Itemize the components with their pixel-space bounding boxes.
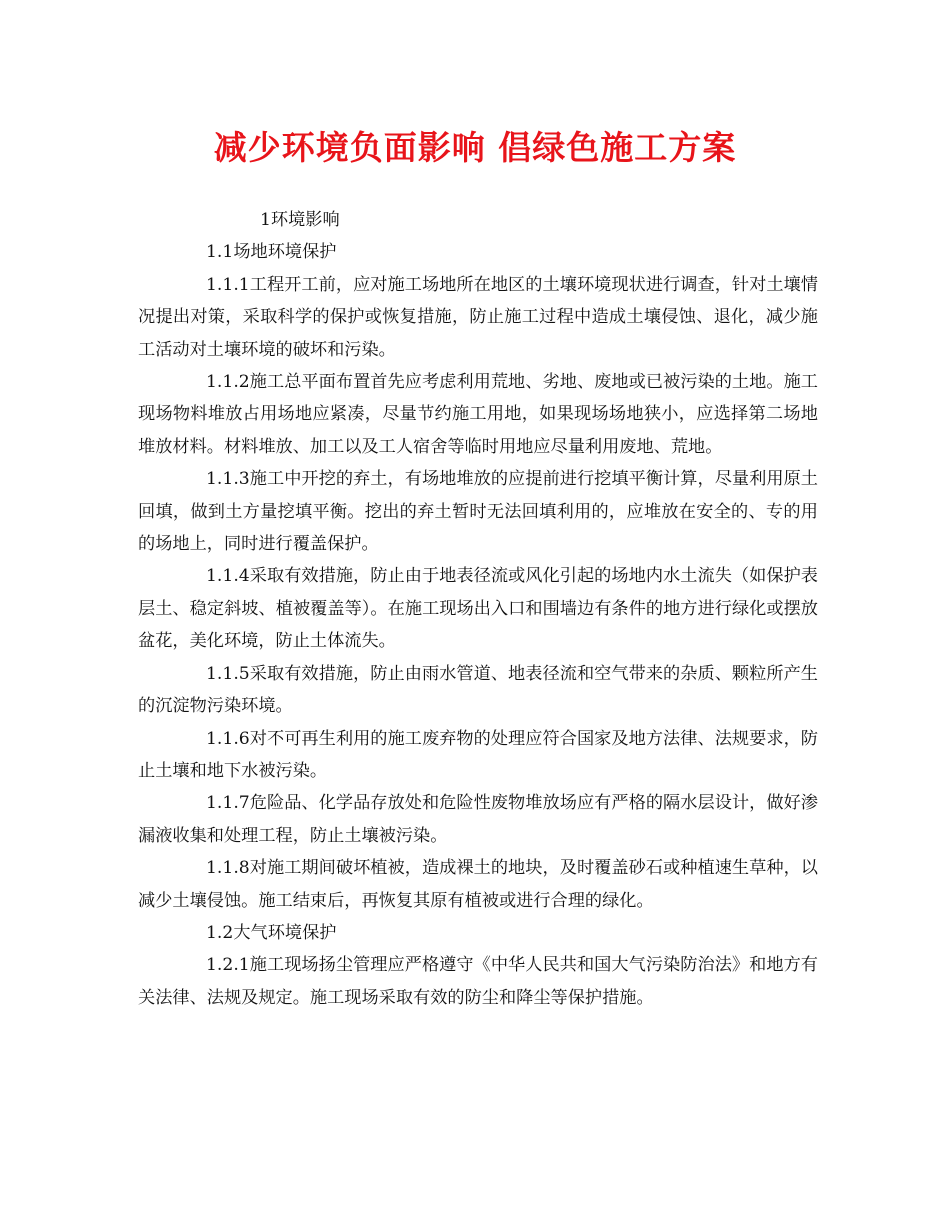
paragraph: 1.1.5采取有效措施，防止由雨水管道、地表径流和空气带来的杂质、颗粒所产生的沉淀物污染环境。 bbox=[138, 663, 818, 717]
paragraph: 1.1.7危险品、化学品存放处和危险性废物堆放场应有严格的隔水层设计，做好渗漏液收集和处理工程，防止土壤被污染。 bbox=[138, 793, 818, 846]
document-body bbox=[138, 204, 818, 1014]
paragraph: 1.1.4采取有效措施，防止由于地表径流或风化引起的场地内水土流失（如保护表层土、稳定斜坡、植被覆盖等）。在施工现场出入口和围墙边有条件的地方进行绿化或摆放盆花，美化环境，防止土体流失。 bbox=[138, 566, 818, 652]
paragraph: 1.1.2施工总平面布置首先应考虑利用荒地、劣地、废地或已被污染的土地。施工现场物料堆放占用场地应紧凑，尽量节约施工用地，如果现场场地狭小，应选择第二场地堆放材料。材料堆放、加工以及工人宿舍等临时用地应尽量利用废地、荒地。 bbox=[138, 372, 818, 457]
subsection-heading: 1.2大气环境保护 bbox=[206, 922, 337, 943]
paragraph: 1.1.3施工中开挖的弃土，有场地堆放的应提前进行挖填平衡计算，尽量利用原土回填，做到土方量挖填平衡。挖出的弃土暂时无法回填利用的，应堆放在安全的、专的用的场地上，同时进行覆盖保护。 bbox=[138, 469, 818, 555]
paragraph: 1.1.1工程开工前，应对施工场地所在地区的土壤环境现状进行调查，针对土壤情况提出对策，采取科学的保护或恢复措施，防止施工过程中造成土壤侵蚀、退化，减少施工活动对土壤环境的破坏和污染。 bbox=[138, 274, 818, 360]
paragraph: 1.1.8对施工期间破坏植被，造成裸土的地块，及时覆盖砂石或种植速生草种，以减少土壤侵蚀。施工结束后，再恢复其原有植被或进行合理的绿化。 bbox=[138, 858, 818, 911]
document-title: 减少环境负面影响 倡绿色施工方案 bbox=[213, 128, 737, 167]
subsection-heading: 1.1场地环境保护 bbox=[206, 242, 337, 263]
paragraph: 1.2.1施工现场扬尘管理应严格遵守《中华人民共和国大气污染防治法》和地方有关法律、法规及规定。施工现场采取有效的防尘和降尘等保护措施。 bbox=[138, 955, 818, 1008]
section-heading: 1环境影响 bbox=[260, 210, 340, 230]
paragraph: 1.1.6对不可再生利用的施工废弃物的处理应符合国家及地方法律、法规要求，防止土壤和地下水被污染。 bbox=[138, 728, 818, 781]
